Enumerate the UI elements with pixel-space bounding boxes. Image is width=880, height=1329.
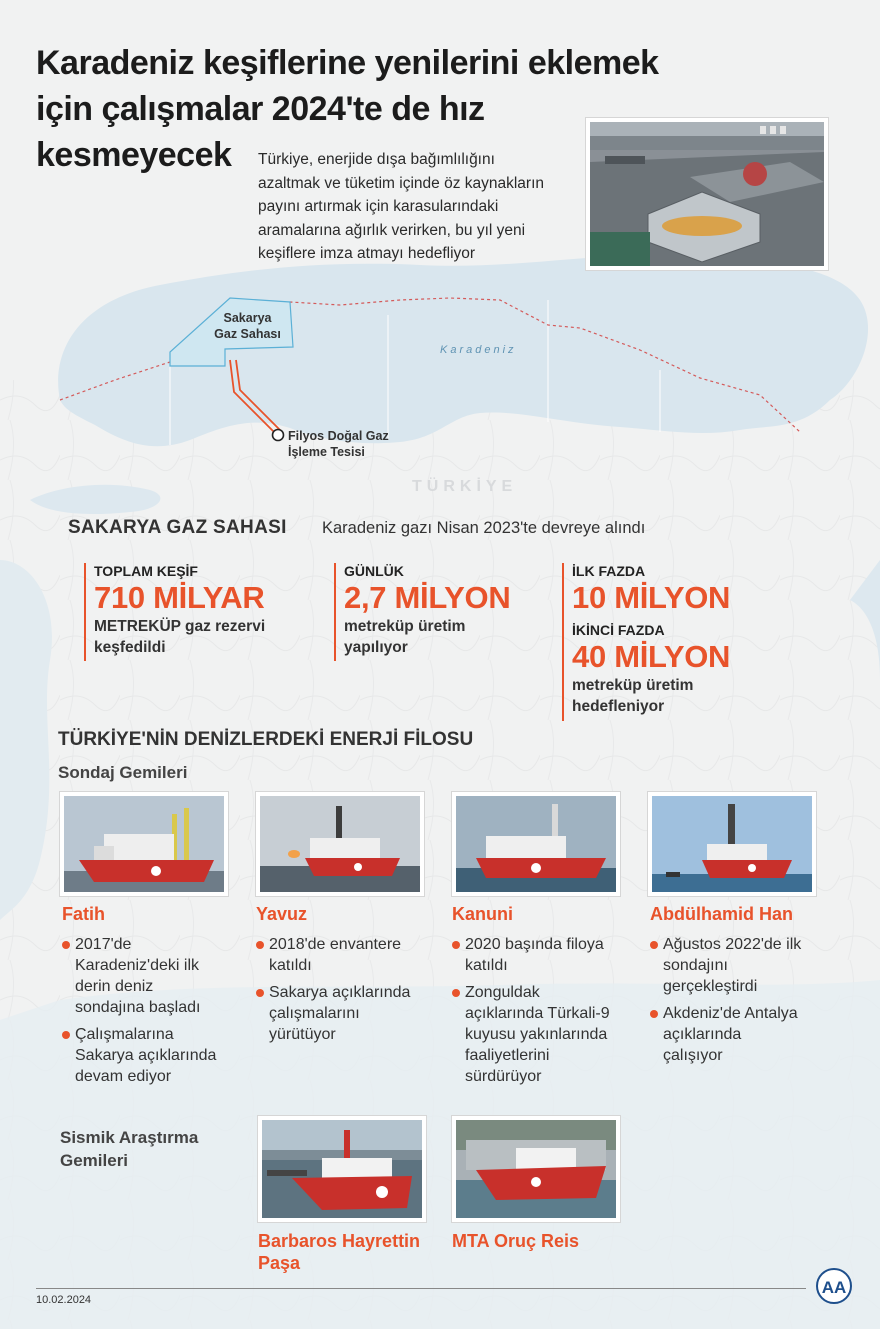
fact-item bbox=[256, 934, 436, 976]
fact-item bbox=[62, 934, 242, 1018]
yavuz-ship-photo bbox=[256, 792, 424, 896]
stat-desc-line: metreküp üretim bbox=[344, 618, 466, 635]
stat-label-second: İKİNCİ FAZDA bbox=[572, 622, 665, 638]
kanuni-ship-photo bbox=[452, 792, 620, 896]
fact-item bbox=[650, 934, 850, 997]
field-label-line: Sakarya bbox=[223, 311, 272, 325]
fatih-ship-photo bbox=[60, 792, 228, 896]
ship-name-line: Barbaros Hayrettin bbox=[258, 1231, 421, 1251]
fact-line: Çalışmalarına bbox=[75, 1026, 174, 1043]
stat-value: 10 MİLYON bbox=[572, 580, 731, 615]
fact-item bbox=[452, 934, 642, 976]
title-line-1: Karadeniz keşiflerine yenilerini eklemek bbox=[36, 44, 659, 82]
fact-line: sondajını bbox=[663, 957, 728, 974]
ship-name-line: MTA Oruç Reis bbox=[452, 1231, 580, 1251]
ship-name-fatih: Fatih bbox=[62, 904, 105, 924]
fact-line: açıklarında Türkali-9 bbox=[465, 1005, 610, 1022]
svg-text:AA: AA bbox=[821, 1278, 847, 1297]
seismic-ships-title bbox=[60, 1126, 198, 1172]
ship-name-line: Paşa bbox=[258, 1253, 301, 1273]
fact-line: 2018'de envantere bbox=[269, 936, 402, 953]
ship-name-barbaros bbox=[258, 1230, 420, 1274]
fact-line: kuyusu yakınlarında bbox=[465, 1026, 608, 1043]
stat-value-second: 40 MİLYON bbox=[572, 639, 731, 674]
sakarya-section-subtitle: Karadeniz gazı Nisan 2023'te devreye alındı bbox=[322, 519, 646, 537]
stat-desc-line: METREKÜP gaz rezervi bbox=[94, 618, 266, 635]
abdulhamid-han-facts bbox=[650, 934, 850, 1072]
kanuni-facts bbox=[452, 934, 642, 1093]
stat-phase-targets bbox=[562, 563, 772, 721]
fact-item bbox=[650, 1003, 850, 1066]
fact-line: çalışmalarını bbox=[269, 1005, 360, 1022]
seismic-title-line: Sismik Araştırma bbox=[60, 1128, 199, 1147]
stat-desc-line: keşfedildi bbox=[94, 639, 166, 656]
footer-divider bbox=[36, 1288, 806, 1289]
intro-line: azaltmak ve tüketim içinde öz kaynakların bbox=[258, 174, 545, 192]
fact-line: Zonguldak bbox=[465, 984, 540, 1001]
intro-line: payını artırmak için karasularındaki bbox=[258, 198, 499, 215]
stat-total-discovery bbox=[84, 563, 324, 661]
fact-line: yürütüyor bbox=[269, 1026, 336, 1043]
publish-date: 10.02.2024 bbox=[36, 1294, 92, 1306]
sakarya-section-title: SAKARYA GAZ SAHASI bbox=[68, 517, 287, 538]
fact-line: katıldı bbox=[269, 957, 312, 974]
stat-daily-production bbox=[334, 563, 544, 661]
intro-line: keşiflere imza atmayı hedefliyor bbox=[258, 245, 476, 262]
fact-line: 2020 başında filoya bbox=[465, 936, 604, 953]
facility-label-line: İşleme Tesisi bbox=[288, 445, 365, 459]
fact-line: derin deniz bbox=[75, 978, 154, 995]
stat-desc-line: metreküp üretim bbox=[572, 677, 694, 694]
fact-line: sondajına başladı bbox=[75, 999, 201, 1016]
filyos-facility-marker bbox=[273, 430, 284, 441]
facility-label-line: Filyos Doğal Gaz bbox=[288, 429, 389, 443]
stat-value: 2,7 MİLYON bbox=[344, 580, 511, 615]
intro-text bbox=[258, 148, 578, 266]
aa-logo-icon bbox=[816, 1268, 852, 1304]
filyos-facility-photo bbox=[586, 118, 828, 270]
turkiye-country-label: TÜRKİYE bbox=[412, 478, 518, 495]
oruc-reis-ship-photo bbox=[452, 1116, 620, 1222]
fact-line: Akdeniz'de Antalya bbox=[663, 1005, 798, 1022]
ship-name-kanuni: Kanuni bbox=[452, 904, 513, 924]
sakarya-field-label bbox=[210, 310, 285, 342]
fact-line: 2017'de bbox=[75, 936, 132, 953]
fact-line: Sakarya açıklarında bbox=[75, 1047, 217, 1064]
ship-name-abdulhamid-han: Abdülhamid Han bbox=[650, 904, 793, 924]
fleet-section-title: TÜRKİYE'NİN DENİZLERDEKİ ENERJİ FİLOSU bbox=[58, 729, 474, 750]
fact-item bbox=[256, 982, 436, 1045]
yavuz-facts bbox=[256, 934, 436, 1051]
intro-line: Türkiye, enerjide dışa bağımlılığını bbox=[258, 151, 495, 168]
abdulhamid-han-ship-photo bbox=[648, 792, 816, 896]
fact-line: katıldı bbox=[465, 957, 508, 974]
filyos-facility-label bbox=[288, 428, 389, 460]
fact-line: Sakarya açıklarında bbox=[269, 984, 411, 1001]
stat-label: TOPLAM KEŞİF bbox=[94, 563, 198, 579]
seismic-title-line: Gemileri bbox=[60, 1151, 129, 1170]
title-line-3: kesmeyecek bbox=[36, 136, 232, 174]
field-label-line: Gaz Sahası bbox=[214, 327, 281, 341]
barbaros-ship-photo bbox=[258, 1116, 426, 1222]
fact-line: sürdürüyor bbox=[465, 1068, 542, 1085]
ship-name-oruc-reis bbox=[452, 1230, 579, 1252]
fact-line: faaliyetlerini bbox=[465, 1047, 550, 1064]
aa-logo bbox=[816, 1268, 852, 1304]
fact-line: Ağustos 2022'de ilk bbox=[663, 936, 802, 953]
stat-desc-line: hedefleniyor bbox=[572, 698, 665, 715]
fatih-facts bbox=[62, 934, 242, 1093]
stat-label: İLK FAZDA bbox=[572, 563, 646, 579]
drilling-ships-title: Sondaj Gemileri bbox=[58, 763, 188, 782]
fact-line: açıklarında bbox=[663, 1026, 742, 1043]
ship-name-yavuz: Yavuz bbox=[256, 904, 308, 924]
fact-line: gerçekleştirdi bbox=[663, 978, 758, 995]
fact-item bbox=[62, 1024, 242, 1087]
intro-line: aramalarına ağırlık verirken, bu yıl yeni bbox=[258, 221, 526, 239]
black-sea-label: Karadeniz bbox=[440, 344, 517, 356]
fact-item bbox=[452, 982, 642, 1087]
fact-line: çalışıyor bbox=[663, 1047, 723, 1064]
stat-label: GÜNLÜK bbox=[344, 563, 404, 579]
fact-line: Karadeniz'deki ilk bbox=[75, 957, 200, 974]
stat-desc-line: yapılıyor bbox=[344, 639, 408, 656]
title-line-2: için çalışmalar 2024'te de hız bbox=[36, 90, 485, 128]
fact-line: devam ediyor bbox=[75, 1068, 172, 1085]
stat-value: 710 MİLYAR bbox=[94, 580, 265, 615]
